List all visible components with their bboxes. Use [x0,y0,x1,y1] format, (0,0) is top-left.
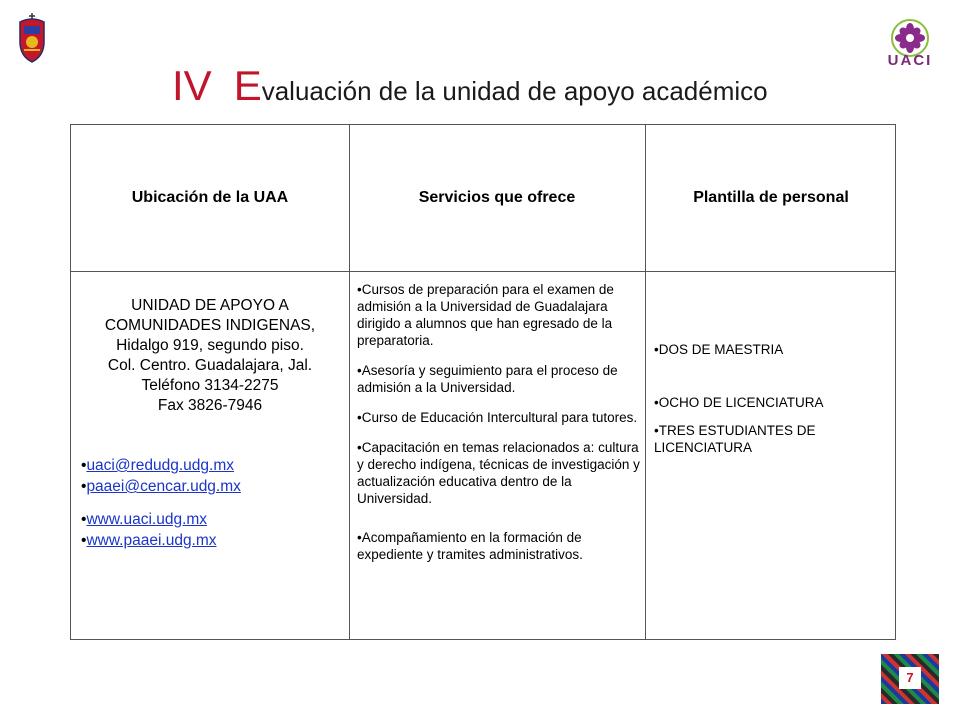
staff-item: •DOS DE MAESTRIA [654,342,784,357]
title-text: valuación de la unidad de apoyo académico [261,76,768,106]
email-item: •uaci@redudg.udg.mx [81,457,235,474]
location-address [71,296,349,416]
address-line: COMUNIDADES INDIGENAS, [104,317,316,334]
email-item: •paaei@cencar.udg.mx [81,478,241,495]
address-line: Col. Centro. Guadalajara, Jal. [107,357,313,374]
email-link-paaei[interactable]: paaei@cencar.udg.mx [86,478,241,495]
page-number-badge [881,654,939,704]
page-number: 7 [899,667,921,689]
title-initial-letter: E [233,62,262,109]
service-item: •Acompañamiento en la formación de expediente y tramites administrativos. [357,530,583,562]
address-line: Teléfono 3134-2275 [141,377,279,394]
column-header-location: Ubicación de la UAA [131,189,289,206]
service-item: •Capacitación en temas relacionados a: cultura y derecho indígena, técnicas de investigación y actualización educativa dentro de la Universidad. [357,440,640,506]
column-header-services: Servicios que ofrece [418,189,576,206]
contact-links [81,455,241,551]
email-link-uaci[interactable]: uaci@redudg.udg.mx [86,457,235,474]
address-line: Fax 3826-7946 [157,397,263,414]
header-divider [71,271,895,272]
page-title [172,62,768,110]
service-item: •Cursos de preparación para el examen de admisión a la Universidad de Guadalajara dirigido a alumnos que han egresado de la preparatoria. [357,282,614,348]
website-link-paaei[interactable]: www.paaei.udg.mx [86,532,217,549]
service-item: •Asesoría y seguimiento para el proceso de admisión a la Universidad. [357,363,618,395]
university-crest-logo [14,12,50,64]
website-item: •www.uaci.udg.mx [81,511,208,528]
staff-list [654,341,890,456]
uaci-logo-text: UACI [887,52,933,69]
title-roman-numeral: IV [172,62,212,109]
staff-item: •TRES ESTUDIANTES DE LICENCIATURA [654,423,816,455]
evaluation-table [70,124,896,640]
services-list [357,281,643,576]
website-link-uaci[interactable]: www.uaci.udg.mx [86,511,208,528]
service-item: •Curso de Educación Intercultural para tutores. [357,410,638,425]
staff-item: •OCHO DE LICENCIATURA [654,395,824,410]
address-line: UNIDAD DE APOYO A [131,297,289,314]
column-header-staff: Plantilla de personal [693,189,849,206]
address-line: Hidalgo 919, segundo piso. [116,337,304,354]
website-item: •www.paaei.udg.mx [81,532,217,549]
